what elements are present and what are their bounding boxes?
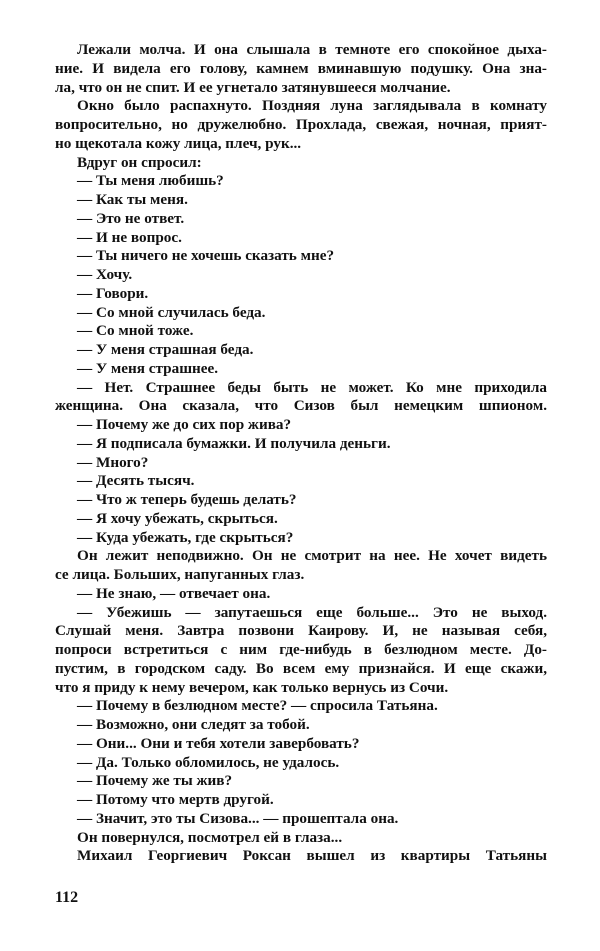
text-line: — Да. Только обломилось, не удалось. <box>77 753 340 771</box>
text-line: — Ты меня любишь? <box>77 172 224 190</box>
text-line: Лежали молча. И она слышала в темноте его спокойное дыха- <box>77 41 547 58</box>
text-line: Он лежит неподвижно. Он не смотрит на нее. Не хочет видеть <box>77 547 547 565</box>
text-line: — Я подписала бумажки. И получила деньги. <box>77 434 391 452</box>
text-line: — Значит, это ты Сизова... — прошептала она. <box>77 809 399 827</box>
text-line: — У меня страшная беда. <box>77 341 254 358</box>
text-line: — Хочу. <box>77 266 133 283</box>
text-line: — Потому что мертв другой. <box>77 791 274 808</box>
text-line: Слушай меня. Завтра позвони Каирову. И, не называя себя, <box>55 622 547 640</box>
text-line: — Куда убежать, где скрыться? <box>77 528 294 546</box>
text-line: — Убежишь — запутаешься еще больше... Это не выход. <box>77 603 547 621</box>
text-line: попроси встретиться с ним где-нибудь в безлюдном месте. До- <box>55 641 547 658</box>
text-line: — Почему же ты жив? <box>77 772 233 790</box>
text-line: — Как ты меня. <box>77 191 188 208</box>
text-line: ние. И видела его голову, камнем вминавшую подушку. Она зна- <box>55 59 547 77</box>
text-line: Он повернулся, посмотрел ей в глаза... <box>77 828 343 846</box>
body-text <box>55 41 547 866</box>
text-line: — У меня страшнее. <box>77 359 219 377</box>
text-line: — Нет. Страшнее беды быть не может. Ко мне приходила <box>77 378 547 396</box>
text-line: пустим, в городском саду. Во всем ему признайся. И еще скажи, <box>55 659 547 677</box>
text-line: ла, что он не спит. И ее угнетало затянувшееся молчание. <box>55 78 451 96</box>
text-line: — Я хочу убежать, скрыться. <box>77 509 278 527</box>
text-line: вопросительно, но дружелюбно. Прохлада, свежая, ночная, прият- <box>55 116 547 133</box>
text-line: — Что ж теперь будешь делать? <box>77 491 297 508</box>
text-line: — Десять тысяч. <box>77 472 195 490</box>
text-line: — Возможно, они следят за тобой. <box>77 716 310 733</box>
text-line: Вдруг он спросил: <box>77 153 202 171</box>
text-line: — Ты ничего не хочешь сказать мне? <box>77 247 335 265</box>
text-line: — Почему же до сих пор жива? <box>77 416 292 433</box>
page-number: 112 <box>55 889 79 906</box>
text-line: — Почему в безлюдном месте? — спросила Татьяна. <box>77 697 438 715</box>
text-line: — Не знаю, — отвечает она. <box>77 584 271 602</box>
text-line: — Со мной случилась беда. <box>77 303 266 321</box>
text-line: — И не вопрос. <box>77 228 182 246</box>
text-line: — Много? <box>77 453 149 471</box>
text-line: се лица. Больших, напуганных глаз. <box>55 566 305 583</box>
text-line: но щекотала кожу лица, плеч, рук... <box>55 134 302 152</box>
text-line: женщина. Она сказала, что Сизов был немецким шпионом. <box>55 397 547 415</box>
text-line: Окно было распахнуто. Поздняя луна заглядывала в комнату <box>77 97 547 115</box>
text-line: — Это не ответ. <box>77 209 185 227</box>
text-line: — Говори. <box>77 284 149 302</box>
text-line: что я приду к нему вечером, как только вернусь из Сочи. <box>55 678 449 696</box>
text-line: Михаил Георгиевич Роксан вышел из квартиры Татьяны <box>77 847 547 865</box>
text-line: — Они... Они и тебя хотели завербовать? <box>77 734 360 752</box>
text-line: — Со мной тоже. <box>77 322 194 340</box>
